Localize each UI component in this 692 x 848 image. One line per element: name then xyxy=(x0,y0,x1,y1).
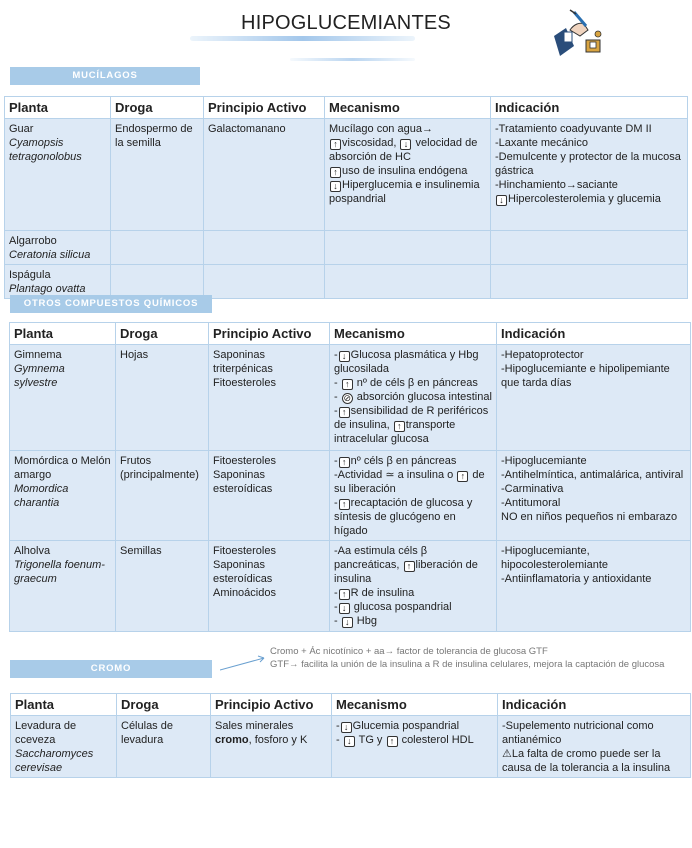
cell-empty xyxy=(491,231,688,265)
table-header-row xyxy=(11,694,691,716)
cromo-note: Cromo + Ác nicotínico + aa→ factor de tolerancia de glucosa GTF GTF→ facilita la unión de la insulina a R de insulina celulares, mejora la captación de glucosa xyxy=(270,646,665,670)
arrow-up-icon: ↑ xyxy=(387,736,398,747)
plant-name: Guar xyxy=(9,123,34,135)
cell-empty xyxy=(111,265,204,299)
header-indicacion: Indicación xyxy=(497,323,691,345)
arrow-down-icon: ↓ xyxy=(330,181,341,192)
page-title: HIPOGLUCEMIANTES xyxy=(241,12,451,34)
cell-droga: Endospermo de la semilla xyxy=(111,119,204,231)
table-header-row xyxy=(5,97,688,119)
header-mecanismo: Mecanismo xyxy=(325,97,491,119)
arrow-up-icon: ↑ xyxy=(339,499,350,510)
cell-principio: Galactomanano xyxy=(204,119,325,231)
section-label-cromo: CROMO xyxy=(10,660,212,678)
arrow-up-icon: ↑ xyxy=(339,589,350,600)
title-underline xyxy=(190,36,415,41)
cell-empty xyxy=(325,231,491,265)
header-droga: Droga xyxy=(116,323,209,345)
mucilagos-table xyxy=(4,96,688,299)
header-indicacion: Indicación xyxy=(498,694,691,716)
table-row xyxy=(5,231,688,265)
cell-empty xyxy=(491,265,688,299)
arrow-up-icon: ↑ xyxy=(394,421,405,432)
cell-indicacion: -Tratamiento coadyuvante DM II -Laxante mecánico -Demulcente y protector de la mucosa gástrica -Hinchamiento→saciante ↓ Hipercolesterolemia y glucemia xyxy=(491,119,688,231)
otros-table xyxy=(9,322,691,632)
arrow-up-icon: ↑ xyxy=(330,139,341,150)
table-row: Levadura de cceveza Saccharomyces cerevisae Células de levadura Sales minerales cromo, fosforo y K - ↓ Glucemia pospandrial - ↓ TG y ↑ colesterol HDL -Supelemento nutricional como antianémico ⚠La falta de cromo puede ser la causa de la tolerancia a la insulina xyxy=(11,716,691,778)
arrow-down-icon: ↓ xyxy=(339,351,350,362)
cell-mecanismo: Mucílago con agua→ ↑ viscosidad, ↓ velocidad de absorción de HC ↑ uso de insulina endógena ↓ Hiperglucemia e insulinemia pospandrial xyxy=(325,119,491,231)
arrow-down-icon: ↓ xyxy=(341,722,352,733)
header-principio: Principio Activo xyxy=(211,694,332,716)
arrow-up-icon: ↑ xyxy=(342,379,353,390)
arrow-up-icon: ↑ xyxy=(330,167,341,178)
cell-planta: Algarrobo Ceratonia silicua xyxy=(5,231,111,265)
header-principio: Principio Activo xyxy=(209,323,330,345)
table-row xyxy=(5,265,688,299)
header-principio: Principio Activo xyxy=(204,97,325,119)
cell-empty xyxy=(204,265,325,299)
arrow-down-icon: ↓ xyxy=(400,139,411,150)
header-planta: Planta xyxy=(10,323,116,345)
cell-planta xyxy=(5,119,111,231)
table-row: Alholva Trigonella foenum-graecum Semillas Fitoesteroles Saponinas esteroídicas Aminoácidos -Aa estimula céls β pancreáticas, ↑ liberación de insulina - ↑ R de insulina - ↓ glucosa pospandrial - ↓ Hbg -Hipoglucemiante, hipocolesterolemiante -Antiinflamatoria y antioxidante xyxy=(10,541,691,632)
cell-planta: Ispágula Plantago ovatta xyxy=(5,265,111,299)
header-planta: Planta xyxy=(11,694,117,716)
header-mecanismo: Mecanismo xyxy=(332,694,498,716)
section-label-otros: OTROS COMPUESTOS QUÍMICOS xyxy=(10,295,212,313)
arrow-up-icon: ↑ xyxy=(404,561,415,572)
arrow-down-icon: ↓ xyxy=(339,603,350,614)
cromo-table xyxy=(10,693,691,778)
header-droga: Droga xyxy=(117,694,211,716)
cell-empty xyxy=(111,231,204,265)
header-indicacion: Indicación xyxy=(491,97,688,119)
arrow-connector-icon xyxy=(220,650,272,672)
arrow-down-icon: ↓ xyxy=(342,617,353,628)
arrow-up-icon: ↑ xyxy=(339,407,350,418)
header-droga: Droga xyxy=(111,97,204,119)
header-mecanismo: Mecanismo xyxy=(330,323,497,345)
section-label-mucilagos: MUCÍLAGOS xyxy=(10,67,200,85)
table-row: Gimnema Gymnema sylvestre Hojas Saponinas triterpénicas Fitoesteroles - ↓ Glucosa plasmática y Hbg glucosilada - ↑ nº de céls β en páncreas - ⊘ absorción glucosa intestinal - ↑ sensibilidad de R periféricos de insulina, ↑ transporte intracelular glucosa -Hepatoprotector -Hipoglucemiante e hipolipemiante que tarda días xyxy=(10,345,691,451)
arrow-up-icon: ↑ xyxy=(457,471,468,482)
table-header-row xyxy=(10,323,691,345)
arrow-down-icon: ↓ xyxy=(496,195,507,206)
prohibited-icon: ⊘ xyxy=(343,393,351,403)
title-underline-secondary xyxy=(290,58,415,61)
arrow-down-icon: ↓ xyxy=(344,736,355,747)
pharmacy-hand-icon xyxy=(552,6,607,58)
header-planta: Planta xyxy=(5,97,111,119)
table-row: Momórdica o Melón amargo Momordica charantia Frutos (principalmente) Fitoesteroles Saponinas esteroídicas - ↑ nº céls β en páncreas -Actividad ≃ a insulina o ↑ de su liberación - ↑ recaptación de glucosa y síntesis de glucógeno en hígado -Hipoglucemiante -Antihelmíntica, antimalárica, antiviral -Carminativa -Antitumoral NO en niños pequeños ni embarazo xyxy=(10,451,691,541)
cell-empty xyxy=(204,231,325,265)
warning-icon: ⚠ xyxy=(502,748,512,760)
cell-empty xyxy=(325,265,491,299)
table-row xyxy=(5,119,688,231)
plant-scientific-name: Cyamopsis tetragonolobus xyxy=(9,137,82,163)
arrow-up-icon: ↑ xyxy=(339,457,350,468)
